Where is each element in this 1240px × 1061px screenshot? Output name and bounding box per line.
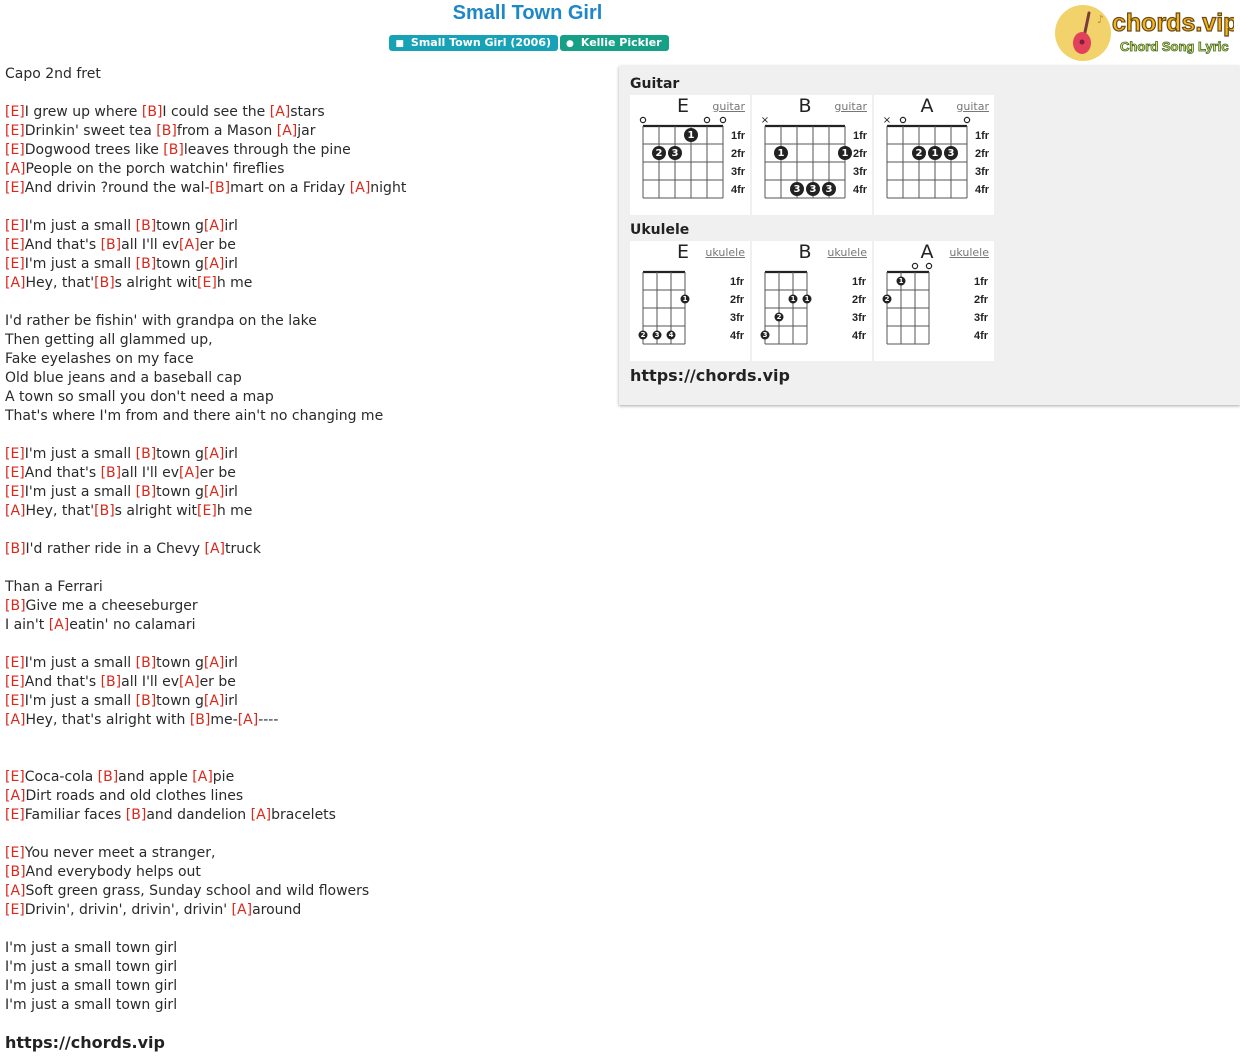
song-title: Small Town Girl [452, 2, 603, 24]
guitar-chord-card-a[interactable] [874, 95, 994, 215]
chord-marker[interactable]: [A] [237, 712, 259, 728]
finger-dot [774, 146, 788, 160]
chord-marker[interactable]: [B] [135, 693, 157, 709]
fret-label: 1fr [730, 276, 745, 288]
lyric-text: I could see the [162, 104, 270, 120]
finger-dot [928, 146, 942, 160]
ukulele-chord-card-a[interactable] [874, 241, 994, 361]
open-string-mark [720, 117, 725, 122]
lyric-text: I'm just a small [24, 446, 136, 462]
chord-marker[interactable]: [B] [5, 598, 26, 614]
fret-label: 3fr [852, 312, 867, 324]
lyric-text: I ain't [5, 617, 49, 633]
finger-number: 2 [776, 312, 782, 321]
lyric-text: And drivin ?round the wal- [24, 180, 210, 196]
chord-marker[interactable]: [E] [5, 902, 25, 918]
lyric-line [5, 160, 284, 179]
chord-marker[interactable]: [E] [5, 674, 25, 690]
lyric-text: h me [216, 275, 253, 291]
chord-marker[interactable]: [A] [5, 503, 26, 519]
lyric-line [5, 882, 369, 901]
fret-label: 4fr [853, 184, 868, 196]
chord-marker[interactable]: [E] [5, 769, 25, 785]
finger-dot [775, 313, 784, 322]
lyric-text: I'm just a small town girl [5, 978, 178, 994]
finger-number: 1 [841, 147, 849, 159]
finger-number: 1 [931, 147, 939, 159]
lyric-text: truck [225, 541, 261, 557]
finger-number: 1 [777, 147, 785, 159]
finger-dot [806, 182, 820, 196]
open-string-mark [926, 263, 931, 268]
song-badges [0, 35, 1058, 51]
lyric-text: er be [199, 237, 236, 253]
chord-marker[interactable]: [A] [269, 104, 291, 120]
user-icon: ● [566, 39, 574, 49]
fret-label: 4fr [975, 184, 990, 196]
chord-marker[interactable]: [B] [189, 712, 211, 728]
lyric-text: Hey, that's alright with [25, 712, 190, 728]
chord-name: B [798, 95, 812, 117]
lyric-line [5, 616, 195, 635]
lyric-line [5, 407, 383, 426]
lyric-line [5, 179, 406, 198]
lyric-text: I'd rather be fishin' with grandpa on the lake [5, 313, 317, 329]
guitar-chord-link[interactable]: guitar [956, 100, 989, 113]
book-icon: ■ [395, 39, 404, 49]
chord-marker[interactable]: [B] [135, 218, 157, 234]
chord-marker[interactable]: [E] [5, 655, 25, 671]
finger-dot [667, 331, 676, 340]
finger-dot [838, 146, 852, 160]
open-string-mark [912, 263, 917, 268]
lyric-text: Hey, that' [25, 503, 95, 519]
finger-dot [790, 182, 804, 196]
finger-number: 3 [793, 183, 801, 195]
finger-dot [897, 277, 906, 286]
fret-label: 2fr [853, 148, 868, 160]
lyric-line [5, 464, 236, 483]
finger-dot [684, 128, 698, 142]
lyric-line [5, 540, 261, 559]
chord-marker[interactable]: [A] [5, 161, 26, 177]
lyric-text: And that's [24, 465, 101, 481]
finger-number: 1 [687, 129, 695, 141]
chord-marker[interactable]: [A] [5, 712, 26, 728]
finger-dot [912, 146, 926, 160]
lyric-line [5, 65, 101, 84]
lyric-text: town g [156, 693, 204, 709]
guitar-chord-card-e[interactable] [630, 95, 750, 215]
finger-dot [883, 295, 892, 304]
lyric-line [5, 350, 194, 369]
chord-name: E [676, 241, 689, 263]
lyric-text: Give me a cheeseburger [25, 598, 198, 614]
chord-marker[interactable]: [E] [5, 180, 25, 196]
lyric-text: pie [212, 769, 235, 785]
lyric-text: Fake eyelashes on my face [5, 351, 194, 367]
lyric-text: Soft green grass, Sunday school and wild flowers [25, 883, 370, 899]
lyric-text: I'm just a small town girl [5, 940, 178, 956]
finger-number: 3 [654, 330, 660, 339]
lyric-text: town g [156, 484, 204, 500]
chord-marker[interactable]: [B] [5, 864, 26, 880]
fret-label: 3fr [853, 166, 868, 178]
chord-marker[interactable]: [E] [5, 484, 25, 500]
lyric-line [5, 939, 177, 958]
lyric-text: Drinkin' sweet tea [24, 123, 157, 139]
finger-dot [761, 331, 770, 340]
lyric-line [5, 806, 336, 825]
chord-diagrams-panel [619, 66, 1240, 405]
finger-dot [653, 331, 662, 340]
fret-label: 1fr [731, 130, 746, 142]
lyric-line [5, 331, 213, 350]
open-string-mark [964, 117, 969, 122]
lyric-line [5, 654, 238, 673]
chord-marker[interactable]: [B] [94, 503, 115, 519]
chord-marker[interactable]: [A] [203, 484, 225, 500]
guitar-chord-link[interactable]: guitar [834, 100, 867, 113]
lyric-line [5, 369, 242, 388]
fret-label: 2fr [730, 294, 745, 306]
lyric-line [5, 901, 301, 920]
logo-text: chords.vip [1112, 9, 1234, 37]
album-label: Small Town Girl (2006) [410, 36, 552, 49]
chord-marker[interactable]: [E] [197, 275, 217, 291]
chord-marker[interactable]: [B] [100, 237, 122, 253]
chord-marker[interactable]: [B] [94, 275, 115, 291]
fret-label: 4fr [731, 184, 746, 196]
lyric-line [5, 787, 243, 806]
lyric-text: Then getting all glammed up, [5, 332, 213, 348]
fret-label: 4fr [730, 330, 745, 342]
lyric-text: Dirt roads and old clothes lines [25, 788, 244, 804]
lyric-text: I'm just a small [24, 655, 136, 671]
lyric-text: irl [224, 693, 238, 709]
finger-dot [803, 295, 812, 304]
chord-marker[interactable]: [E] [5, 237, 25, 253]
fret-label: 4fr [974, 330, 989, 342]
lyric-line [5, 236, 236, 255]
lyric-text: and dandelion [146, 807, 251, 823]
lyric-text: I'm just a small [24, 256, 136, 272]
fret-label: 3fr [731, 166, 746, 178]
fret-label: 1fr [852, 276, 867, 288]
lyric-text: s alright wit [114, 503, 198, 519]
chord-marker[interactable]: [B] [135, 655, 157, 671]
lyric-text: town g [156, 446, 204, 462]
ukulele-chord-link[interactable]: ukulele [949, 246, 989, 259]
finger-number: 2 [655, 147, 663, 159]
lyric-line [5, 711, 278, 730]
finger-dot [681, 295, 690, 304]
lyric-text: Dogwood trees like [24, 142, 164, 158]
fret-label: 2fr [974, 294, 989, 306]
lyric-text: town g [156, 218, 204, 234]
ukulele-chord-link[interactable]: ukulele [827, 246, 867, 259]
artist-badge[interactable] [560, 35, 669, 51]
muted-string-mark: × [760, 115, 770, 126]
fret-label: 2fr [975, 148, 990, 160]
lyric-text: I'm just a small [24, 693, 136, 709]
chord-diagram [874, 95, 994, 215]
finger-number: 4 [668, 330, 674, 339]
finger-number: 3 [825, 183, 833, 195]
artist-label: Kellie Pickler [580, 36, 662, 49]
chord-marker[interactable]: [B] [97, 769, 119, 785]
chord-diagram [752, 241, 872, 361]
chord-marker[interactable]: [B] [141, 104, 163, 120]
lyric-text: People on the porch watchin' fireflies [25, 161, 285, 177]
lyric-text: eatin' no calamari [69, 617, 196, 633]
lyric-text: irl [224, 256, 238, 272]
open-string-mark [640, 117, 645, 122]
fret-label: 1fr [975, 130, 990, 142]
finger-number: 1 [790, 294, 796, 303]
chord-name: A [920, 241, 934, 263]
lyric-text: Hey, that' [25, 275, 95, 291]
chord-marker[interactable]: [A] [179, 674, 200, 690]
lyric-text: Familiar faces [24, 807, 126, 823]
lyric-line [5, 502, 252, 521]
lyric-text: A town so small you don't need a map [5, 389, 274, 405]
guitar-chord-card-b[interactable] [752, 95, 872, 215]
chord-marker[interactable]: [A] [5, 275, 26, 291]
lyric-text: ---- [258, 712, 279, 728]
finger-number: 3 [809, 183, 817, 195]
chord-marker[interactable]: [A] [192, 769, 213, 785]
finger-dot [639, 331, 648, 340]
chord-marker[interactable]: [B] [5, 541, 26, 557]
fret-label: 4fr [852, 330, 867, 342]
lyric-text: irl [224, 218, 238, 234]
chord-marker[interactable]: [A] [276, 123, 298, 139]
site-logo[interactable] [1054, 3, 1234, 63]
guitar-section-title: Guitar [630, 76, 680, 92]
chord-marker[interactable]: [A] [203, 693, 225, 709]
chord-marker[interactable]: [A] [179, 465, 200, 481]
lyric-line [5, 388, 274, 407]
lyric-text: h me [216, 503, 253, 519]
chord-marker[interactable]: [B] [135, 484, 157, 500]
chord-marker[interactable]: [A] [5, 883, 26, 899]
chord-diagram [874, 241, 994, 361]
chord-marker[interactable]: [E] [5, 446, 25, 462]
lyric-text: Coca-cola [24, 769, 98, 785]
lyric-text: And that's [24, 237, 101, 253]
ukulele-chord-card-b[interactable] [752, 241, 872, 361]
lyric-line [5, 692, 238, 711]
finger-dot [652, 146, 666, 160]
chord-marker[interactable]: [A] [204, 541, 225, 557]
lyric-line [5, 122, 315, 141]
lyric-text: stars [290, 104, 325, 120]
chord-marker[interactable]: [B] [156, 123, 177, 139]
chord-marker[interactable]: [A] [179, 237, 200, 253]
ukulele-chord-link[interactable]: ukulele [705, 246, 745, 259]
lyric-text: er be [199, 674, 236, 690]
lyric-text: I'm just a small town girl [5, 997, 178, 1013]
chord-marker[interactable]: [E] [5, 123, 25, 139]
footer-url[interactable]: https://chords.vip [5, 1033, 165, 1052]
lyric-text: Capo 2nd fret [5, 66, 101, 82]
lyric-text: s alright wit [114, 275, 198, 291]
muted-string-mark: × [882, 115, 892, 126]
album-badge[interactable] [389, 35, 558, 51]
lyric-text: I'm just a small [24, 218, 136, 234]
lyric-line [5, 312, 317, 331]
finger-number: 1 [898, 276, 904, 285]
chord-marker[interactable]: [E] [5, 845, 25, 861]
chord-marker[interactable]: [E] [5, 693, 25, 709]
lyric-text: Old blue jeans and a baseball cap [5, 370, 242, 386]
chord-diagram [752, 95, 872, 215]
chord-name: A [920, 95, 934, 117]
lyric-line [5, 274, 252, 293]
lyric-line [5, 977, 177, 996]
chord-marker[interactable]: [E] [5, 465, 25, 481]
lyric-line [5, 597, 198, 616]
finger-number: 3 [947, 147, 955, 159]
finger-number: 3 [762, 330, 768, 339]
guitar-chord-link[interactable]: guitar [712, 100, 745, 113]
chord-marker[interactable]: [B] [100, 674, 122, 690]
lyric-text: I'm just a small [24, 484, 136, 500]
lyric-text: town g [156, 256, 204, 272]
lyric-line [5, 768, 234, 787]
lyric-text: And everybody helps out [25, 864, 201, 880]
logo-subtext: Chord Song Lyric [1120, 39, 1229, 54]
finger-number: 2 [915, 147, 923, 159]
finger-dot [789, 295, 798, 304]
lyric-text: jar [297, 123, 316, 139]
lyric-text: And that's [24, 674, 101, 690]
ukulele-section-title: Ukulele [630, 222, 690, 238]
finger-number: 3 [671, 147, 679, 159]
lyric-text: You never meet a stranger, [24, 845, 216, 861]
chord-marker[interactable]: [A] [349, 180, 371, 196]
lyric-text: bracelets [271, 807, 336, 823]
lyric-line [5, 996, 177, 1015]
chord-marker[interactable]: [A] [250, 807, 272, 823]
lyric-text: leaves through the pine [183, 142, 351, 158]
lyric-text: Drivin', drivin', drivin', drivin' [24, 902, 232, 918]
chord-marker[interactable]: [B] [135, 446, 157, 462]
lyric-text: all I'll ev [121, 237, 180, 253]
finger-number: 2 [640, 330, 646, 339]
ukulele-chord-card-e[interactable] [630, 241, 750, 361]
lyric-line [5, 217, 238, 236]
lyric-line [5, 103, 325, 122]
fret-label: 3fr [974, 312, 989, 324]
lyric-text: I grew up where [24, 104, 142, 120]
chord-marker[interactable]: [E] [5, 142, 25, 158]
chord-marker[interactable]: [E] [5, 218, 25, 234]
chord-name: B [798, 241, 812, 263]
chord-diagram [630, 95, 750, 215]
lyric-text: I'd rather ride in a Chevy [25, 541, 205, 557]
lyric-text: irl [224, 484, 238, 500]
finger-dot [668, 146, 682, 160]
chord-marker[interactable]: [A] [48, 617, 70, 633]
chord-marker[interactable]: [A] [5, 788, 26, 804]
chord-marker[interactable]: [B] [163, 142, 184, 158]
chord-marker[interactable]: [A] [203, 446, 225, 462]
chord-marker[interactable]: [B] [125, 807, 147, 823]
finger-number: 2 [884, 294, 890, 303]
chord-marker[interactable]: [A] [203, 655, 225, 671]
lyric-text: all I'll ev [121, 465, 180, 481]
lyric-text: mart on a Friday [230, 180, 350, 196]
chord-marker[interactable]: [A] [203, 218, 225, 234]
lyric-line [5, 255, 238, 274]
fret-label: 2fr [852, 294, 867, 306]
lyric-text: from a Mason [176, 123, 277, 139]
chord-marker[interactable]: [E] [5, 807, 25, 823]
lyric-line [5, 958, 177, 977]
chord-marker[interactable]: [E] [5, 104, 25, 120]
finger-dot [822, 182, 836, 196]
lyric-text: all I'll ev [121, 674, 180, 690]
chord-marker[interactable]: [B] [100, 465, 122, 481]
chord-marker[interactable]: [A] [203, 256, 225, 272]
fret-label: 1fr [974, 276, 989, 288]
lyric-text: night [370, 180, 407, 196]
lyric-text: irl [224, 655, 238, 671]
lyric-line [5, 483, 238, 502]
chord-marker[interactable]: [E] [197, 503, 217, 519]
lyric-line [5, 673, 236, 692]
chord-marker[interactable]: [B] [209, 180, 231, 196]
finger-number: 1 [682, 294, 688, 303]
chord-marker[interactable]: [A] [231, 902, 253, 918]
lyric-line [5, 445, 238, 464]
lyric-line [5, 141, 351, 160]
lyric-text: town g [156, 655, 204, 671]
lyric-text: me- [210, 712, 238, 728]
chord-name: E [676, 95, 689, 117]
finger-number: 1 [804, 294, 810, 303]
svg-text:♪: ♪ [1097, 13, 1105, 26]
fret-label: 1fr [853, 130, 868, 142]
lyric-text: and apple [118, 769, 193, 785]
fret-label: 2fr [731, 148, 746, 160]
lyric-text: I'm just a small town girl [5, 959, 178, 975]
finger-dot [944, 146, 958, 160]
lyric-text: Than a Ferrari [5, 579, 103, 595]
lyric-line [5, 578, 103, 597]
chord-marker[interactable]: [E] [5, 256, 25, 272]
fret-label: 3fr [730, 312, 745, 324]
open-string-mark [900, 117, 905, 122]
fret-label: 3fr [975, 166, 990, 178]
panel-url[interactable]: https://chords.vip [630, 366, 790, 385]
lyric-text: irl [224, 446, 238, 462]
lyric-line [5, 863, 201, 882]
lyric-text: around [252, 902, 302, 918]
lyric-text: er be [199, 465, 236, 481]
open-string-mark [704, 117, 709, 122]
chord-marker[interactable]: [B] [135, 256, 157, 272]
chord-diagram [630, 241, 750, 361]
lyric-text: That's where I'm from and there ain't no changing me [5, 408, 384, 424]
lyric-line [5, 844, 215, 863]
